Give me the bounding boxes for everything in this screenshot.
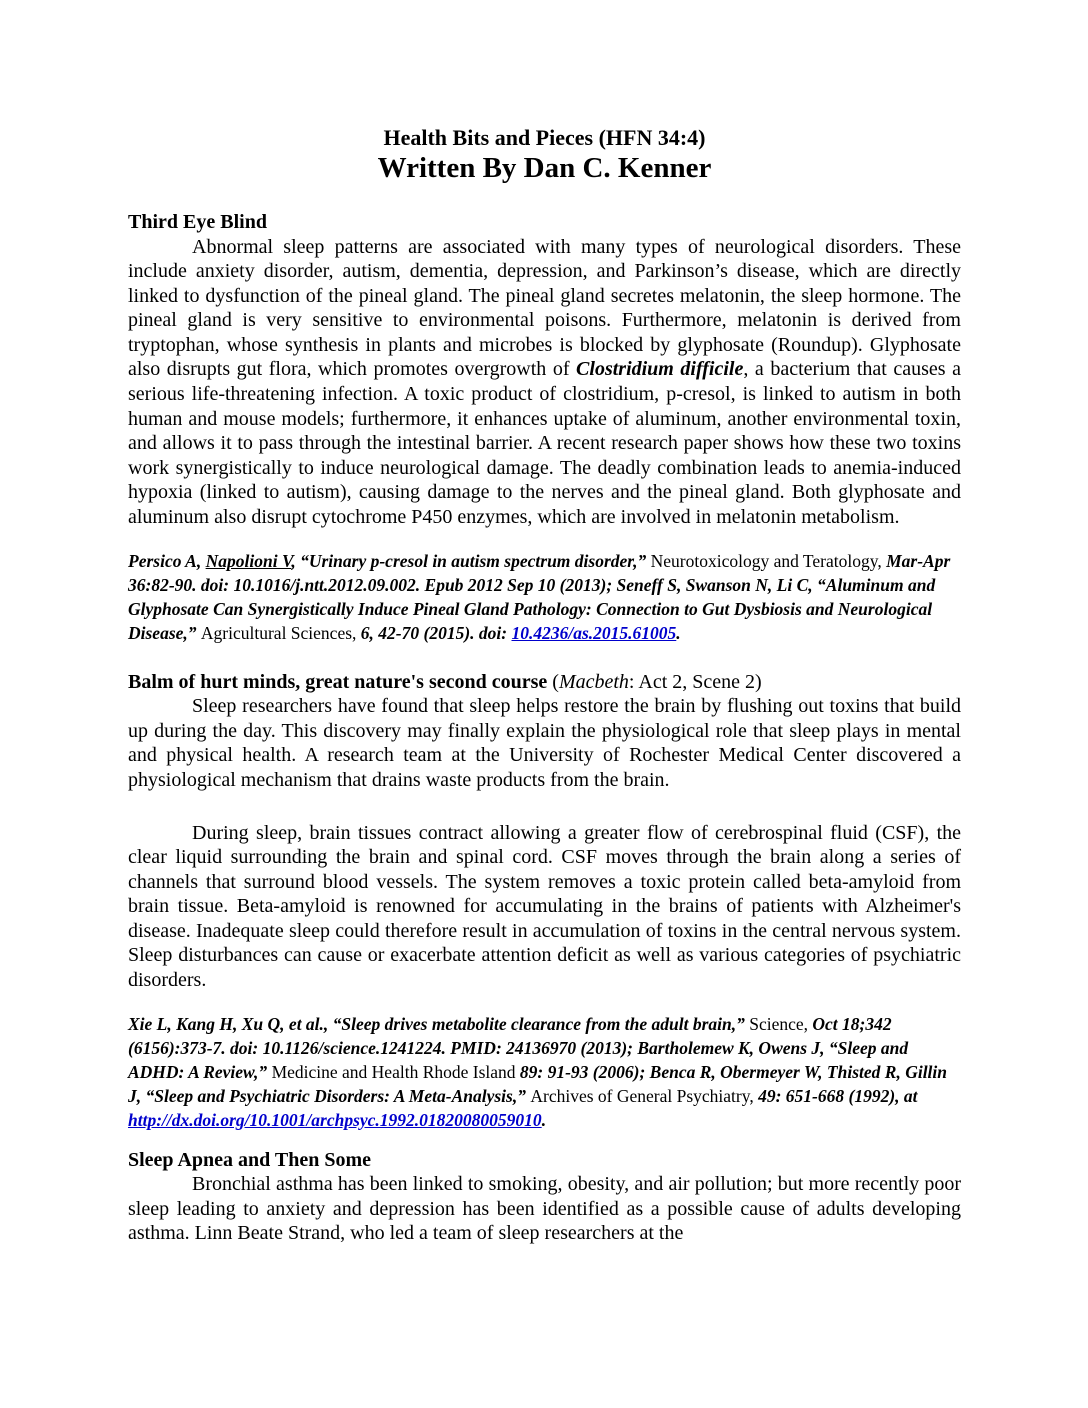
species-name: Clostridium difficile: [576, 358, 744, 381]
journal-name: Agricultural Sciences,: [200, 622, 361, 643]
journal-name: Medicine and Health Rhode Island: [271, 1061, 520, 1082]
citation-details: 6, 42-70 (2015). doi:: [360, 622, 512, 643]
citation-details: Mar-Apr 36:82-90. doi: 10.1016/j.ntt.2012.09.002. Epub 2012 Sep 10 (2013); Seneff S, Swanson N, Li C, “Aluminum and Glyphosate Can Synergistically Induce Pineal Gland Pathology: Connection to Gut Dysbiosis and Neurological Disease,”: [128, 550, 951, 643]
citation-article-title: , “Urinary p-cresol in autism spectrum disorder,”: [291, 550, 651, 571]
paragraph-sleep-researchers: Sleep researchers have found that sleep helps restore the brain by flushing out toxins that build up during the day. This discovery may finally explain the physiological role that sleep plays in mental and physical health. A research team at the University of Rochester Medical Center discovered a physiological mechanism that drains waste products from the brain.: [128, 695, 961, 791]
citation-period: .: [676, 622, 681, 643]
citation-details: Oct 18;342 (6156):373-7. doi: 10.1126/science.1241224. PMID: 24136970 (2013); Bartholemew K, Owens J, “Sleep and ADHD: A Review,”: [128, 1013, 909, 1082]
document-title: Health Bits and Pieces (HFN 34:4): [383, 125, 706, 150]
journal-name: Science,: [749, 1013, 813, 1034]
citation-details: 49: 651-668 (1992), at: [758, 1085, 918, 1106]
section-heading-balm-of-hurt-minds: [128, 670, 961, 695]
citation-third-eye-blind: [128, 549, 961, 645]
citation-period: .: [541, 1109, 547, 1130]
paragraph-during-sleep: During sleep, brain tissues contract allowing a greater flow of cerebrospinal fluid (CSF), the clear liquid surrounding the brain and spinal cord. CSF moves through the brain along a series of channels that surround blood vessels. The system removes a toxic protein called beta-amyloid from brain tissue. Beta-amyloid is renowned for accumulating in the brains of patients with Alzheimer's disease. Inadequate sleep could therefore result in accumulation of toxins in the central nervous system. Sleep disturbances can cause or exacerbate attention deficit as well as various categories of psychiatric disorders.: [128, 821, 961, 992]
heading-paren: (: [552, 670, 559, 693]
para-text: Abnormal sleep patterns are associated with many types of neurological disorders. These include anxiety disorder, autism, dementia, depression, and Parkinson’s disease, which are directly linked to dysfunction of the pineal gland. The pineal gland secretes melatonin, the sleep hormone. The pineal gland is very sensitive to environmental poisons. Furthermore, melatonin is derived from tryptophan, whose synthesis in plants and microbes is blocked by glyphosate (Roundup). Glyphosate also disrupts gut flora, which promotes overgrowth of: [128, 235, 961, 381]
journal-name: Neurotoxicology and Teratology,: [650, 550, 887, 571]
doi-link[interactable]: 10.4236/as.2015.61005: [511, 622, 677, 643]
heading-scene-ref: : Act 2, Scene 2): [628, 670, 762, 693]
journal-name: Archives of General Psychiatry,: [530, 1085, 759, 1106]
para-text: , a bacterium that causes a serious life-threatening infection. A toxic product of clostridium, p-cresol, is linked to autism in both human and mouse models; furthermore, it enhances uptake of aluminum, another environmental toxin, and allows it to pass through the intestinal barrier. A recent research paper shows how these two toxins work synergistically to induce neurological damage. The deadly combination leads to anemia-induced hypoxia (linked to autism), causing damage to the nerves and the pineal gland. Both glyphosate and aluminum also disrupt cytochrome P450 enzymes, which are involved in melatonin metabolism.: [128, 358, 961, 529]
heading-text: Balm of hurt minds, great nature's second course: [128, 670, 553, 693]
paragraph-sleep-apnea: Bronchial asthma has been linked to smoking, obesity, and air pollution; but more recently poor sleep leading to anxiety and depression has been identified as a possible cause of adults developing asthma. Linn Beate Strand, who led a team of sleep researchers at the: [128, 1173, 961, 1245]
citation-url-link[interactable]: http://dx.doi.org/10.1001/archpsyc.1992.01820080059010: [128, 1109, 542, 1130]
citation-details: 89: 91-93 (2006); Benca R, Obermeyer W, Thisted R, Gillin J, “Sleep and Psychiatric Disorders: A Meta-Analysis,”: [128, 1061, 948, 1106]
play-title: Macbeth: [558, 670, 629, 693]
paragraph-third-eye-blind: [128, 235, 961, 530]
section-heading-sleep-apnea: Sleep Apnea and Then Some: [128, 1148, 372, 1171]
document-author: Written By Dan C. Kenner: [377, 152, 712, 184]
citation-article-title: Xie L, Kang H, Xu Q, et al., “Sleep drives metabolite clearance from the adult brain,”: [128, 1013, 750, 1034]
citation-authors: Persico A,: [128, 550, 206, 571]
citation-sleep-section: [128, 1012, 961, 1132]
section-heading-third-eye-blind: Third Eye Blind: [128, 211, 267, 233]
citation-author-underlined: Napolioni V: [205, 550, 292, 571]
